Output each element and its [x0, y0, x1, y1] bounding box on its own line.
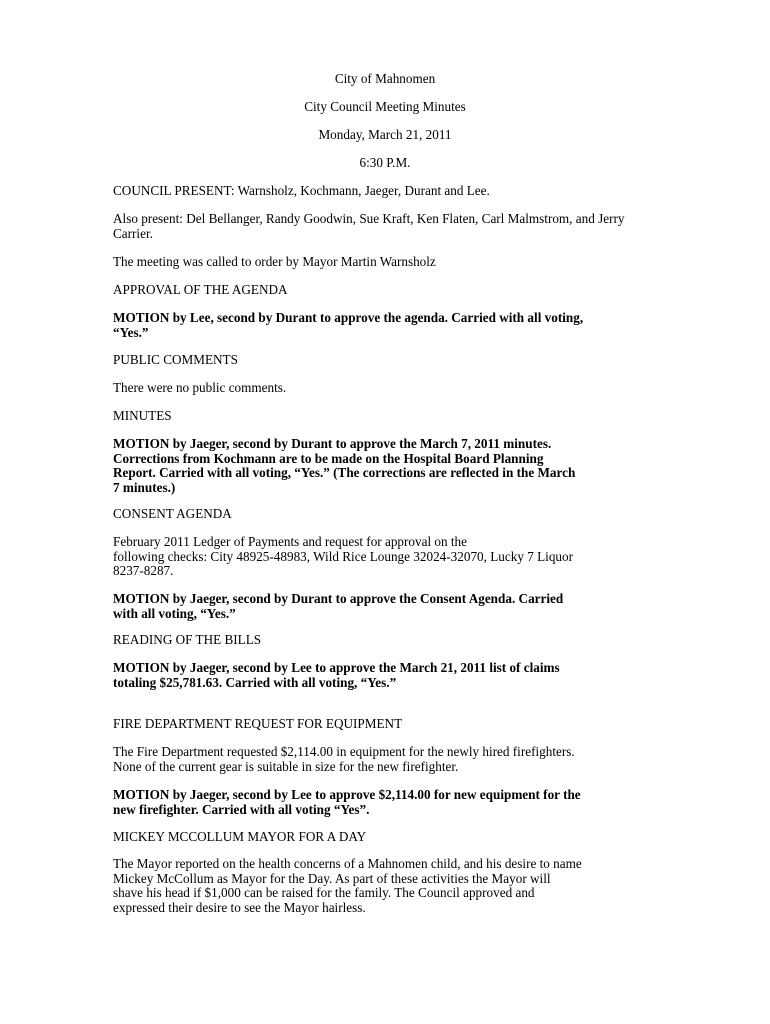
fire-motion-line: new firefighter. Carried with all voting “Yes”. [113, 801, 370, 817]
meeting-time: 6:30 P.M. [359, 155, 411, 170]
mayor-day-text-line: shave his head if $1,000 can be raised for the family. The Council approved and [113, 885, 535, 901]
minutes-heading: MINUTES [113, 408, 172, 423]
minutes-motion-line: Report. Carried with all voting, “Yes.” (The corrections are reflected in the March [113, 465, 576, 481]
agenda-motion [113, 311, 665, 340]
council-present: COUNCIL PRESENT: Warnsholz, Kochmann, Jaeger, Durant and Lee. [113, 183, 490, 198]
public-comments-heading: PUBLIC COMMENTS [113, 352, 238, 367]
minutes-motion-line: Corrections from Kochmann are to be made on the Hospital Board Planning [113, 450, 544, 466]
mayor-day-text-line: The Mayor reported on the health concerns of a Mahnomen child, and his desire to name [113, 856, 582, 871]
call-to-order: The meeting was called to order by Mayor Martin Warnsholz [113, 254, 436, 269]
fire-heading: FIRE DEPARTMENT REQUEST FOR EQUIPMENT [113, 716, 403, 731]
meeting-date: Monday, March 21, 2011 [318, 127, 452, 142]
bills-motion [113, 661, 665, 690]
consent-text-line: 8237-8287. [113, 563, 174, 579]
mayor-day-text [113, 857, 665, 915]
bills-motion-line: MOTION by Jaeger, second by Lee to approve the March 21, 2011 list of claims [113, 660, 560, 675]
agenda-motion-line: MOTION by Lee, second by Durant to approve the agenda. Carried with all voting, [113, 310, 584, 325]
city-name: City of Mahnomen [334, 71, 436, 86]
consent-heading: CONSENT AGENDA [113, 506, 232, 521]
consent-motion [113, 592, 665, 621]
document-title: City Council Meeting Minutes [304, 99, 466, 114]
consent-text [113, 535, 665, 579]
consent-motion-line: MOTION by Jaeger, second by Durant to approve the Consent Agenda. Carried [113, 591, 564, 606]
agenda-heading: APPROVAL OF THE AGENDA [113, 282, 288, 297]
consent-motion-line: with all voting, “Yes.” [113, 605, 236, 621]
minutes-motion-line: 7 minutes.) [113, 479, 176, 495]
fire-motion [113, 788, 665, 817]
also-present-text: Also present: Del Bellanger, Randy Goodwin, Sue Kraft, Ken Flaten, Carl Malmstrom, and Jerry Carrier. [113, 211, 625, 241]
bills-heading: READING OF THE BILLS [113, 632, 262, 647]
consent-text-line: February 2011 Ledger of Payments and request for approval on the [113, 534, 468, 549]
fire-motion-line: MOTION by Jaeger, second by Lee to approve $2,114.00 for new equipment for the [113, 787, 581, 802]
fire-text-line: The Fire Department requested $2,114.00 in equipment for the newly hired firefighters. [113, 744, 575, 759]
public-comments-text: There were no public comments. [113, 380, 287, 395]
minutes-motion-line: MOTION by Jaeger, second by Durant to approve the March 7, 2011 minutes. [113, 436, 552, 451]
consent-text-line: following checks: City 48925-48983, Wild Rice Lounge 32024-32070, Lucky 7 Liquor [113, 548, 573, 564]
minutes-motion [113, 437, 665, 495]
mayor-day-text-line: Mickey McCollum as Mayor for the Day. As part of these activities the Mayor will [113, 870, 551, 886]
mayor-day-heading: MICKEY MCCOLLUM MAYOR FOR A DAY [113, 829, 367, 844]
fire-text-line: None of the current gear is suitable in size for the new firefighter. [113, 758, 459, 774]
agenda-motion-line: “Yes.” [113, 324, 149, 340]
fire-text [113, 745, 665, 774]
bills-motion-line: totaling $25,781.63. Carried with all voting, “Yes.” [113, 674, 397, 690]
also-present [113, 212, 665, 241]
mayor-day-text-line: expressed their desire to see the Mayor hairless. [113, 899, 366, 915]
